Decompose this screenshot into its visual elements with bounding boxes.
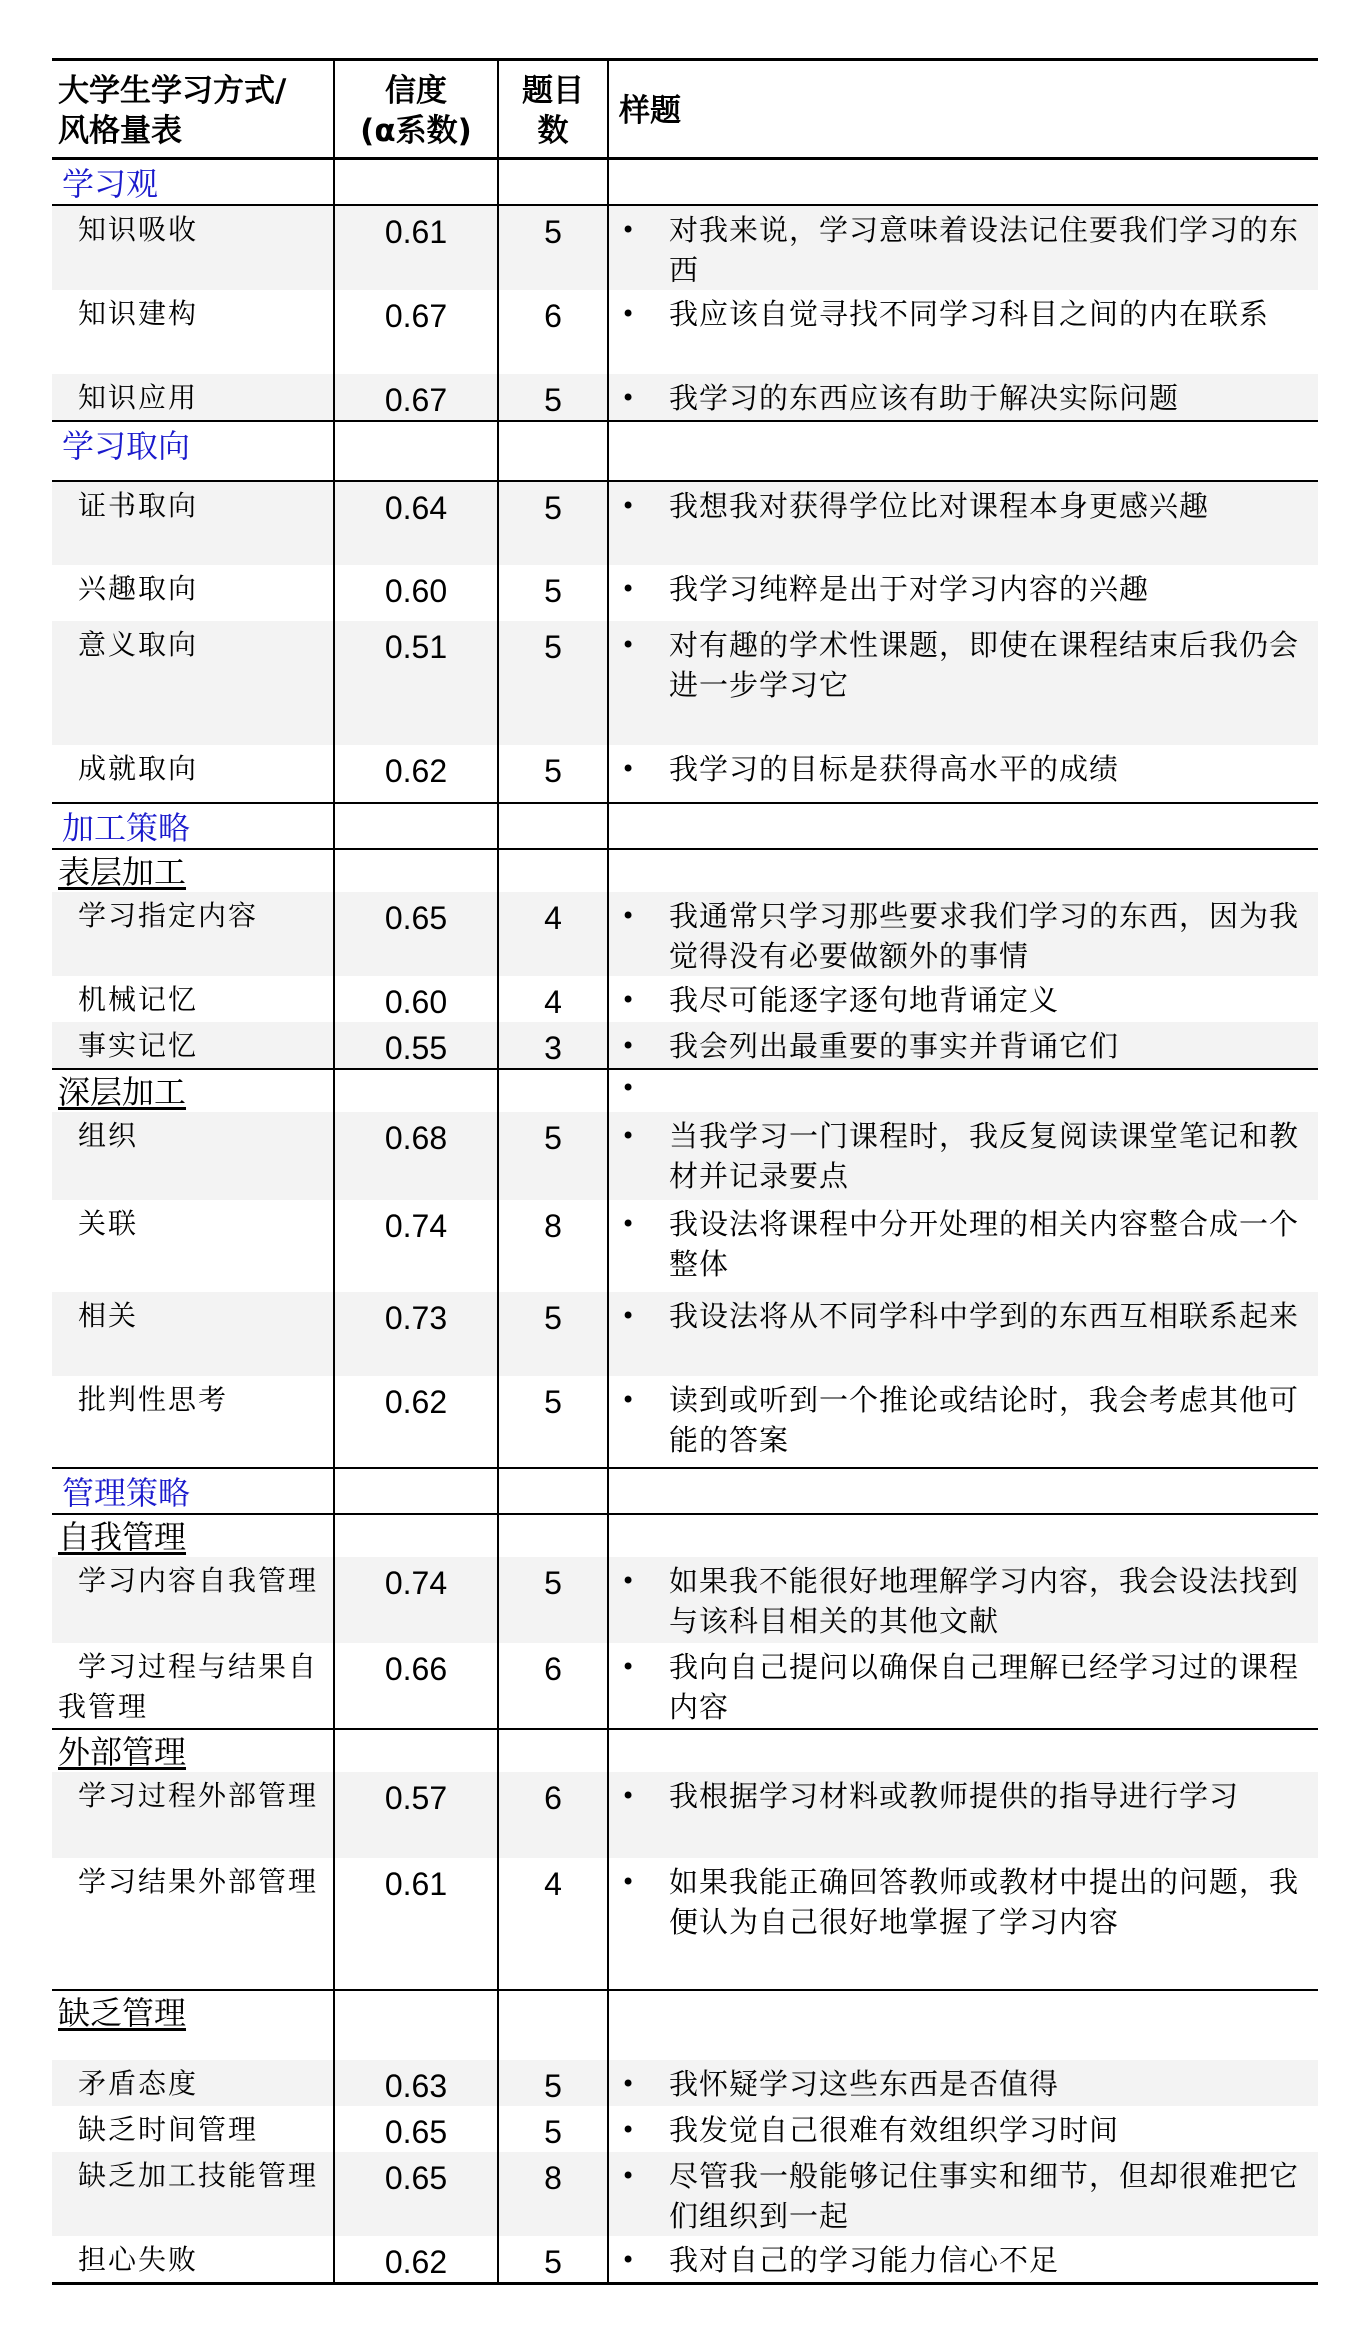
bullet-icon: • [621,1302,637,1330]
bullet-icon: • [621,1032,637,1060]
row-alpha: 0.51 [334,621,498,745]
table-row [52,1858,1318,1990]
subsection-title-surface-processing: 表层加工 [52,849,334,892]
row-item-count: 5 [498,1292,608,1376]
row-label: 学习结果外部管理 [52,1858,334,1990]
row-alpha: 0.65 [334,2152,498,2236]
bullet-icon: • [621,216,637,244]
row-label: 知识吸收 [52,205,334,290]
row-label: 成就取向 [52,745,334,803]
row-item-count: 5 [498,745,608,803]
section-row [52,1468,1318,1514]
row-sample-item: • 对我来说，学习意味着设法记住要我们学习的东西 [608,205,1318,290]
row-sample-item: • 我对自己的学习能力信心不足 [608,2236,1318,2284]
table-row [52,2106,1318,2152]
table-row [52,1772,1318,1858]
section-row [52,159,1318,206]
row-label: 学习内容自我管理 [52,1557,334,1643]
section-title-management-strategy: 管理策略 [52,1468,334,1514]
table-row [52,1557,1318,1643]
section-title-learning-conception: 学习观 [52,159,334,206]
row-sample-item: • 我通常只学习那些要求我们学习的东西，因为我觉得没有必要做额外的事情 [608,892,1318,976]
bullet-icon: • [621,1074,637,1102]
row-alpha: 0.64 [334,481,498,565]
row-item-count: 5 [498,565,608,621]
row-alpha: 0.68 [334,1112,498,1200]
row-alpha: 0.60 [334,976,498,1022]
bullet-icon: • [621,2070,637,2098]
row-sample-item: • 我学习纯粹是出于对学习内容的兴趣 [608,565,1318,621]
table-row [52,892,1318,976]
table-row [52,976,1318,1022]
subsection-row [52,849,1318,892]
table-header-row [52,60,1318,159]
header-scale-name-line2: 风格量表 [58,113,182,149]
table-row [52,481,1318,565]
row-item-count: 5 [498,621,608,745]
bullet-icon: • [621,631,637,659]
row-label: 学习过程与结果自我管理 [52,1643,334,1729]
subsection-row [52,1514,1318,1557]
row-sample-item: • 我向自己提问以确保自己理解已经学习过的课程内容 [608,1643,1318,1729]
bullet-icon: • [621,492,637,520]
row-sample-item: • 如果我能正确回答教师或教材中提出的问题，我便认为自己很好地掌握了学习内容 [608,1858,1318,1990]
row-label: 组织 [52,1112,334,1200]
scale-table-document [52,58,1318,2285]
row-label: 知识应用 [52,374,334,421]
header-reliability-line2: (α系数) [360,113,472,149]
bullet-icon: • [621,1122,637,1150]
row-item-count: 6 [498,290,608,374]
table-row [52,1292,1318,1376]
learning-style-scale-table [52,58,1318,2285]
row-alpha: 0.66 [334,1643,498,1729]
row-sample-item: • 如果我不能很好地理解学习内容，我会设法找到与该科目相关的其他文献 [608,1557,1318,1643]
section-title-learning-orientation: 学习取向 [52,421,334,481]
row-sample-item: • 我怀疑学习这些东西是否值得 [608,2060,1318,2106]
subsection-title-deep-processing: 深层加工 [52,1069,334,1112]
row-label: 知识建构 [52,290,334,374]
table-row [52,1376,1318,1468]
row-label: 事实记忆 [52,1022,334,1069]
row-sample-item: • 我会列出最重要的事实并背诵它们 [608,1022,1318,1069]
subsection-row [52,1990,1318,2060]
subsection-row [52,1069,1318,1112]
bullet-icon: • [621,1868,637,1896]
header-item-count-line2: 数 [537,113,569,149]
row-label: 学习指定内容 [52,892,334,976]
row-alpha: 0.62 [334,2236,498,2284]
empty-bullet-item [608,1069,1318,1112]
row-alpha: 0.74 [334,1557,498,1643]
section-row [52,803,1318,849]
row-item-count: 4 [498,976,608,1022]
table-row [52,2060,1318,2106]
row-alpha: 0.65 [334,892,498,976]
row-alpha: 0.67 [334,290,498,374]
table-row [52,621,1318,745]
table-row [52,1643,1318,1729]
row-label: 缺乏加工技能管理 [52,2152,334,2236]
bullet-icon: • [621,1782,637,1810]
row-alpha: 0.55 [334,1022,498,1069]
table-row [52,205,1318,290]
row-sample-item: • 我学习的东西应该有助于解决实际问题 [608,374,1318,421]
row-sample-item: • 当我学习一门课程时，我反复阅读课堂笔记和教材并记录要点 [608,1112,1318,1200]
bullet-icon: • [621,1386,637,1414]
table-row [52,374,1318,421]
row-label: 学习过程外部管理 [52,1772,334,1858]
bullet-icon: • [621,575,637,603]
row-item-count: 3 [498,1022,608,1069]
row-label: 机械记忆 [52,976,334,1022]
bullet-icon: • [621,384,637,412]
subsection-title-self-management: 自我管理 [52,1514,334,1557]
table-row [52,290,1318,374]
row-item-count: 5 [498,2236,608,2284]
row-item-count: 5 [498,481,608,565]
row-label: 矛盾态度 [52,2060,334,2106]
bullet-icon: • [621,2162,637,2190]
row-item-count: 6 [498,1772,608,1858]
bullet-icon: • [621,902,637,930]
row-label: 担心失败 [52,2236,334,2284]
table-row [52,1200,1318,1292]
row-label: 缺乏时间管理 [52,2106,334,2152]
row-label: 意义取向 [52,621,334,745]
row-alpha: 0.57 [334,1772,498,1858]
row-sample-item: • 我应该自觉寻找不同学习科目之间的内在联系 [608,290,1318,374]
row-alpha: 0.74 [334,1200,498,1292]
table-row [52,1022,1318,1069]
row-item-count: 4 [498,1858,608,1990]
header-scale-name-line1: 大学生学习方式/ [58,73,287,109]
subsection-row [52,1729,1318,1772]
header-item-count [498,60,608,159]
row-item-count: 4 [498,892,608,976]
bullet-icon: • [621,755,637,783]
bullet-icon: • [621,1210,637,1238]
row-label: 证书取向 [52,481,334,565]
row-item-count: 5 [498,2106,608,2152]
header-reliability [334,60,498,159]
section-title-processing-strategy: 加工策略 [52,803,334,849]
row-alpha: 0.61 [334,205,498,290]
subsection-title-external-management: 外部管理 [52,1729,334,1772]
row-sample-item: • 读到或听到一个推论或结论时，我会考虑其他可能的答案 [608,1376,1318,1468]
row-item-count: 5 [498,374,608,421]
header-sample-item: 样题 [608,60,1318,159]
row-label: 相关 [52,1292,334,1376]
row-alpha: 0.62 [334,1376,498,1468]
bullet-icon: • [621,1567,637,1595]
table-row [52,1112,1318,1200]
row-alpha: 0.63 [334,2060,498,2106]
bullet-icon: • [621,1653,637,1681]
row-sample-item: • 尽管我一般能够记住事实和细节，但却很难把它们组织到一起 [608,2152,1318,2236]
bullet-icon: • [621,2246,637,2274]
row-item-count: 5 [498,2060,608,2106]
row-item-count: 8 [498,2152,608,2236]
row-item-count: 5 [498,1376,608,1468]
row-alpha: 0.67 [334,374,498,421]
row-label: 批判性思考 [52,1376,334,1468]
table-row [52,2236,1318,2284]
bullet-icon: • [621,986,637,1014]
row-sample-item: • 我尽可能逐字逐句地背诵定义 [608,976,1318,1022]
header-scale-name [52,60,334,159]
row-sample-item: • 对有趣的学术性课题，即使在课程结束后我仍会进一步学习它 [608,621,1318,745]
bullet-icon: • [621,2116,637,2144]
row-item-count: 5 [498,1557,608,1643]
header-reliability-line1: 信度 [385,73,447,109]
row-item-count: 8 [498,1200,608,1292]
table-row [52,2152,1318,2236]
row-sample-item: • 我根据学习材料或教师提供的指导进行学习 [608,1772,1318,1858]
row-item-count: 5 [498,205,608,290]
row-item-count: 5 [498,1112,608,1200]
row-alpha: 0.62 [334,745,498,803]
row-sample-item: • 我设法将课程中分开处理的相关内容整合成一个整体 [608,1200,1318,1292]
header-item-count-line1: 题目 [522,73,584,109]
table-row [52,565,1318,621]
table-row [52,745,1318,803]
row-alpha: 0.61 [334,1858,498,1990]
row-item-count: 6 [498,1643,608,1729]
row-sample-item: • 我设法将从不同学科中学到的东西互相联系起来 [608,1292,1318,1376]
row-sample-item: • 我发觉自己很难有效组织学习时间 [608,2106,1318,2152]
subsection-title-lack-of-management: 缺乏管理 [52,1990,334,2060]
bullet-icon: • [621,300,637,328]
row-label: 兴趣取向 [52,565,334,621]
row-label: 关联 [52,1200,334,1292]
section-row [52,421,1318,481]
row-sample-item: • 我想我对获得学位比对课程本身更感兴趣 [608,481,1318,565]
row-sample-item: • 我学习的目标是获得高水平的成绩 [608,745,1318,803]
row-alpha: 0.65 [334,2106,498,2152]
row-alpha: 0.73 [334,1292,498,1376]
row-alpha: 0.60 [334,565,498,621]
